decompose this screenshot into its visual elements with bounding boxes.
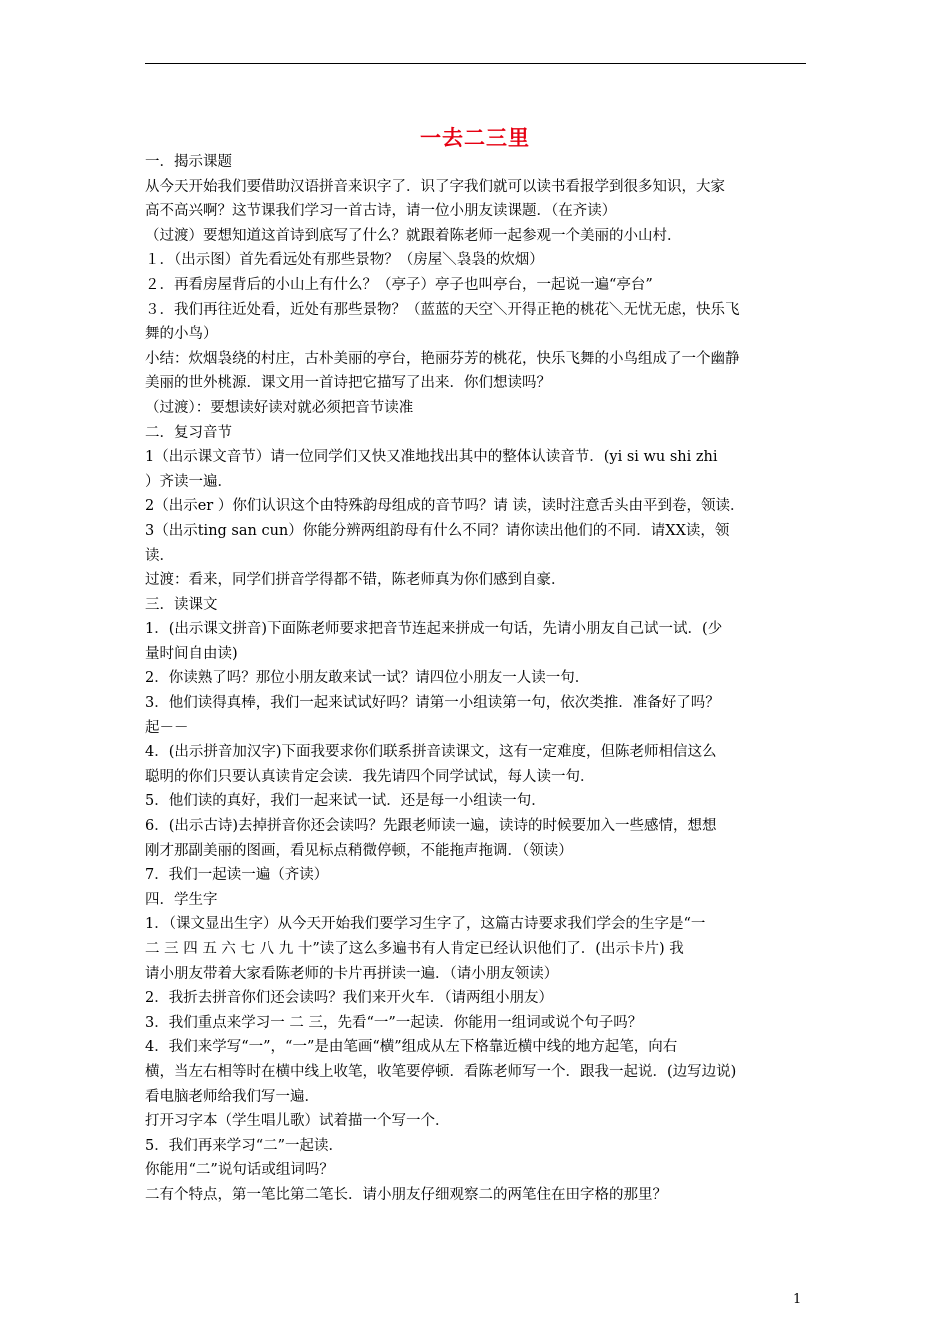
text-line: 一．揭示课题 (145, 154, 232, 170)
text-line: 1．（课文显出生字）从今天开始我们要学习生字了，这篇古诗要求我们学会的生字是“一 (145, 916, 706, 933)
text-line: ２．再看房屋背后的小山上有什么？（亭子）亭子也叫亭台，一起说一遍“亭台” (145, 276, 653, 293)
text-line: 2．你读熟了吗？那位小朋友敢来试一试？请四位小朋友一人读一句． (145, 670, 590, 687)
text-line: 4．(出示拼音加汉字)下面我要求你们联系拼音读课文，这有一定难度，但陈老师相信这么 (145, 744, 717, 761)
text-line: 横，当左右相等时在横中线上收笔，收笔要停顿．看陈老师写一个．跟我一起说．(边写边说) (145, 1063, 737, 1080)
text-line: １．（出示图）首先看远处有那些景物？（房屋＼袅袅的炊烟） (145, 252, 544, 269)
text-line: 二．复习音节 (145, 424, 232, 441)
document-title: 一去二三里 (420, 125, 530, 150)
text-line: 读． (145, 547, 174, 564)
text-line: 2．我折去拼音你们还会读吗？我们来开火车．（请两组小朋友） (145, 990, 553, 1007)
text-line: 你能用“二”说句话或组词吗？ (145, 1162, 334, 1179)
text-line: 过渡：看来，同学们拼音学得都不错，陈老师真为你们感到自豪． (145, 572, 566, 589)
text-line: 5．他们读的真好，我们一起来试一试．还是每一小组读一句． (145, 793, 546, 810)
text-line: 6．(出示古诗)去掉拼音你还会读吗？先跟老师读一遍，读诗的时候要加入一些感情，想想 (145, 818, 717, 835)
text-line: 量时间自由读) (145, 645, 238, 662)
text-line: （过渡）要想知道这首诗到底写了什么？就跟着陈老师一起参观一个美丽的小山村． (145, 227, 682, 244)
text-line: 打开习字本（学生唱儿歌）试着描一个写一个． (145, 1113, 450, 1130)
text-line: 1（出示课文音节）请一位同学们又快又准地找出其中的整体认读音节．(yi si wu shi zhi (145, 449, 718, 466)
text-line: 三．读课文 (145, 596, 218, 613)
page-number: 1 (793, 1292, 802, 1307)
text-line: 二有个特点，第一笔比第二笔长．请小朋友仔细观察二的两笔住在田字格的那里？ (145, 1186, 667, 1203)
text-line: 5．我们再来学习“二”一起读． (145, 1137, 344, 1154)
text-line: 3．他们读得真棒，我们一起来试试好吗？请第一小组读第一句，依次类推．准备好了吗？ (145, 695, 720, 712)
text-line: 小结：炊烟袅绕的村庄，古朴美丽的亭台，艳丽芬芳的桃花，快乐飞舞的小鸟组成了一个幽静 (145, 350, 740, 367)
text-line: 美丽的世外桃源．课文用一首诗把它描写了出来．你们想读吗？ (145, 375, 551, 392)
text-line: 4．我们来学写“一”，“一”是由笔画“横”组成从左下格靠近横中线的地方起笔，向右 (145, 1039, 678, 1056)
text-line: （过渡）：要想读好读对就必须把音节读准 (145, 399, 414, 416)
text-line: 舞的小鸟） (145, 326, 218, 343)
text-line: 请小朋友带着大家看陈老师的卡片再拼读一遍．（请小朋友领读） (145, 965, 559, 982)
text-line: 起－－ (145, 719, 189, 736)
text-line: 聪明的你们只要认真读肯定会读．我先请四个同学试试，每人读一句． (145, 768, 595, 785)
text-line: 3．我们重点来学习一 二 三，先看“一”一起读．你能用一组词或说个句子吗？ (145, 1014, 643, 1031)
document-body (145, 150, 809, 1208)
text-line: 刚才那副美丽的图画，看见标点稍微停顿，不能拖声拖调．（领读） (145, 842, 573, 859)
text-line: 从今天开始我们要借助汉语拼音来识字了．识了字我们就可以读书看报学到很多知识，大家 (145, 178, 725, 195)
header-rule (145, 63, 806, 64)
text-line: 高不高兴啊？这节课我们学习一首古诗，请一位小朋友读课题．（在齐读） (145, 203, 617, 220)
text-line: 看电脑老师给我们写一遍． (145, 1088, 319, 1105)
text-line: 1．(出示课文拼音)下面陈老师要求把音节连起来拼成一句话，先请小朋友自己试一试．(少 (145, 621, 723, 638)
text-line: 四．学生字 (145, 891, 218, 908)
text-line: 二 三 四 五 六 七 八 九 十”读了这么多遍书有人肯定已经认识他们了．(出示卡片) 我 (145, 941, 684, 957)
text-line: 3（出示ting san cun）你能分辨两组韵母有什么不同？请你读出他们的不同．请XX读，领 (145, 522, 730, 539)
text-line: 7．我们一起读一遍（齐读） (145, 867, 329, 884)
text-line: ３．我们再往近处看，近处有那些景物？（蓝蓝的天空＼开得正艳的桃花＼无忧无虑，快乐飞 (145, 301, 740, 318)
text-line: ）齐读一遍． (145, 473, 232, 490)
text-line: 2（出示er ）你们认识这个由特殊韵母组成的音节吗？请 读，读时注意舌头由平到卷，领读． (145, 498, 745, 515)
